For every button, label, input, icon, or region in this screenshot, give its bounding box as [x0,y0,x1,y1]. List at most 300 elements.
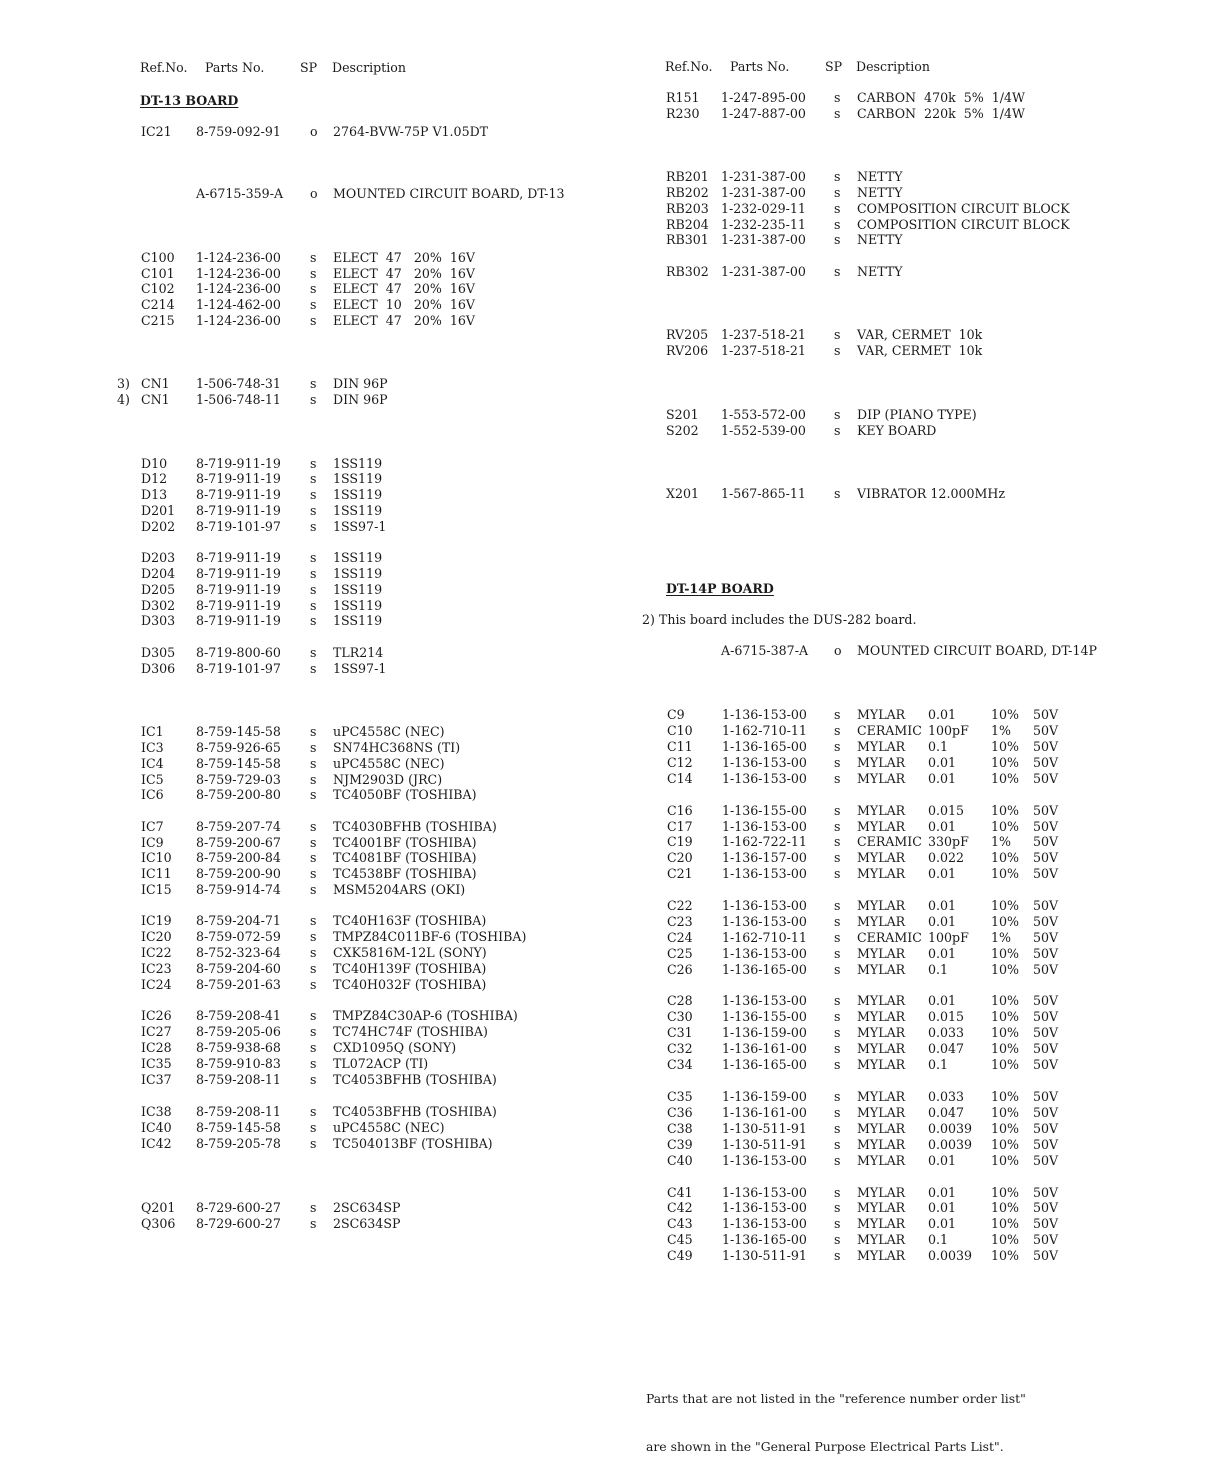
ref-no: IC22 [141,945,172,960]
sp-code: s [310,772,317,787]
sp-code: s [834,739,841,754]
sp-code: s [834,930,841,945]
ref-no: IC23 [141,961,172,976]
left-column-header [0,60,406,76]
description: MOUNTED CIRCUIT BOARD, DT-14P [857,643,1097,658]
description: VAR, CERMET 10k [857,343,983,358]
cap-type: MYLAR [857,1200,906,1215]
sp-code: s [310,392,317,407]
ref-no: RB204 [666,217,709,232]
cap-voltage: 50V [1033,1153,1059,1168]
sp-code: s [310,1024,317,1039]
cap-type: MYLAR [857,803,906,818]
cap-voltage: 50V [1033,707,1059,722]
right-column-header [640,59,930,75]
part-no: 8-759-072-59 [196,929,281,944]
cap-voltage: 50V [1033,898,1059,913]
ref-no: C11 [667,739,693,754]
sp-code: s [834,343,841,358]
part-no: 1-124-462-00 [196,297,281,312]
sp-code: s [310,266,317,281]
description: TC4050BF (TOSHIBA) [333,787,477,802]
sp-code: o [310,124,318,139]
cap-voltage: 50V [1033,1216,1059,1231]
cap-type: MYLAR [857,1137,906,1152]
description: NETTY [857,185,903,200]
ref-no: D201 [141,503,176,518]
cap-tolerance: 10% [991,803,1019,818]
part-no: 1-136-153-00 [722,1185,807,1200]
ref-no: D205 [141,582,176,597]
ref-no: RB302 [666,264,709,279]
part-no: 8-729-600-27 [196,1216,281,1231]
cap-value: 0.1 [928,1057,949,1072]
sp-code: s [310,961,317,976]
part-no: 1-136-165-00 [722,1232,807,1247]
cap-value: 0.01 [928,866,957,881]
ref-no: IC38 [141,1104,172,1119]
cap-type: MYLAR [857,962,906,977]
part-no: 8-719-911-19 [196,566,281,581]
ref-no: IC21 [141,124,172,139]
description-header: Description [332,60,406,75]
cap-type: MYLAR [857,850,906,865]
description: 1SS119 [333,613,383,628]
cap-value: 0.1 [928,1232,949,1247]
part-no: 1-136-153-00 [722,771,807,786]
description: ELECT 47 20% 16V [333,313,475,328]
description: TC4053BFHB (TOSHIBA) [333,1104,497,1119]
sp-code: s [834,1185,841,1200]
cap-voltage: 50V [1033,866,1059,881]
sp-code: s [310,740,317,755]
description: TC40H139F (TOSHIBA) [333,961,487,976]
cap-tolerance: 1% [991,834,1011,849]
sp-code: s [834,1025,841,1040]
part-no: 1-247-887-00 [721,106,806,121]
description: 1SS119 [333,503,383,518]
cap-tolerance: 10% [991,1121,1019,1136]
cap-voltage: 50V [1033,1185,1059,1200]
cap-value: 0.0039 [928,1248,973,1263]
part-no: 8-719-911-19 [196,598,281,613]
ref-no: C28 [667,993,693,1008]
part-no: 8-759-145-58 [196,756,281,771]
ref-no: IC24 [141,977,172,992]
ref-no: RV206 [666,343,709,358]
cap-voltage: 50V [1033,1248,1059,1263]
parts-no-header: Parts No. [205,60,265,75]
cap-voltage: 50V [1033,1009,1059,1024]
ref-no: C20 [667,850,693,865]
ref-no: C22 [667,898,693,913]
part-no: 1-136-153-00 [722,946,807,961]
sp-code: s [310,787,317,802]
cap-type: MYLAR [857,1216,906,1231]
part-no: 8-719-911-19 [196,471,281,486]
part-no: 1-136-165-00 [722,739,807,754]
part-no: A-6715-359-A [196,186,284,201]
cap-tolerance: 10% [991,739,1019,754]
cap-type: MYLAR [857,1248,906,1263]
sp-code: s [310,1008,317,1023]
ref-no-header: Ref.No. [665,59,713,74]
part-no: 8-759-092-91 [196,124,281,139]
sp-code: s [310,1120,317,1135]
ref-no: C39 [667,1137,693,1152]
cap-value: 0.01 [928,771,957,786]
part-no: 8-759-200-84 [196,850,281,865]
cap-voltage: 50V [1033,930,1059,945]
sp-code: s [834,1216,841,1231]
part-no: 1-136-153-00 [722,707,807,722]
cap-type: MYLAR [857,1185,906,1200]
ref-no: D10 [141,456,168,471]
part-no: 1-136-153-00 [722,898,807,913]
cap-tolerance: 10% [991,771,1019,786]
ref-no: IC27 [141,1024,172,1039]
part-no: 1-567-865-11 [721,486,806,501]
cap-tolerance: 10% [991,1089,1019,1104]
ref-no: C38 [667,1121,693,1136]
cap-tolerance: 10% [991,898,1019,913]
part-no: 1-232-235-11 [721,217,806,232]
cap-type: MYLAR [857,1041,906,1056]
sp-code: s [310,281,317,296]
sp-code: s [310,613,317,628]
description: TLR214 [333,645,384,660]
part-no: 1-136-165-00 [722,1057,807,1072]
description: TC4081BF (TOSHIBA) [333,850,477,865]
ref-no: D13 [141,487,168,502]
ref-no: IC11 [141,866,172,881]
ref-no: IC15 [141,882,172,897]
sp-code: s [834,1200,841,1215]
ref-no: C36 [667,1105,693,1120]
ref-no: S202 [666,423,699,438]
ref-no: D306 [141,661,176,676]
sp-code: s [310,866,317,881]
part-no: 1-124-236-00 [196,250,281,265]
ref-no: RB202 [666,185,709,200]
sp-code: s [310,503,317,518]
part-no: 8-759-205-06 [196,1024,281,1039]
part-no: 1-162-710-11 [722,723,807,738]
cap-value: 0.0039 [928,1121,973,1136]
cap-tolerance: 10% [991,755,1019,770]
ref-no: S201 [666,407,699,422]
cap-tolerance: 10% [991,1009,1019,1024]
sp-code: s [310,471,317,486]
sp-code: s [834,1248,841,1263]
cap-value: 0.033 [928,1089,965,1104]
sp-code: s [310,819,317,834]
sp-code: s [310,456,317,471]
part-no: 1-162-722-11 [722,834,807,849]
part-no: 1-130-511-91 [722,1137,807,1152]
ref-no: IC28 [141,1040,172,1055]
description: 1SS119 [333,582,383,597]
cap-tolerance: 10% [991,1248,1019,1263]
cap-type: MYLAR [857,993,906,1008]
cap-value: 0.033 [928,1025,965,1040]
cap-tolerance: 10% [991,914,1019,929]
part-no: 8-759-201-63 [196,977,281,992]
cap-voltage: 50V [1033,771,1059,786]
cap-tolerance: 10% [991,962,1019,977]
ref-no: R151 [666,90,700,105]
description: TC4030BFHB (TOSHIBA) [333,819,497,834]
part-no: 1-136-153-00 [722,1153,807,1168]
sp-code: s [310,250,317,265]
sp-code: s [310,297,317,312]
cap-type: MYLAR [857,707,906,722]
ref-no: C34 [667,1057,693,1072]
sp-code: s [834,1009,841,1024]
sp-code: s [834,217,841,232]
ref-no: D203 [141,550,176,565]
sp-code: s [834,946,841,961]
description: CXD1095Q (SONY) [333,1040,457,1055]
cap-value: 0.0039 [928,1137,973,1152]
description: TC40H032F (TOSHIBA) [333,977,487,992]
description: NJM2903D (JRC) [333,772,443,787]
sp-code: s [834,1232,841,1247]
part-no: 1-231-387-00 [721,264,806,279]
ref-no: C49 [667,1248,693,1263]
part-no: 1-136-159-00 [722,1089,807,1104]
ref-no: IC6 [141,787,164,802]
cap-tolerance: 10% [991,993,1019,1008]
cap-voltage: 50V [1033,723,1059,738]
sp-code: o [834,643,842,658]
description: TC4001BF (TOSHIBA) [333,835,477,850]
ref-no: Q306 [141,1216,176,1231]
sp-code: s [310,977,317,992]
cap-voltage: 50V [1033,755,1059,770]
sp-code: s [310,519,317,534]
part-no: 8-759-938-68 [196,1040,281,1055]
description: ELECT 10 20% 16V [333,297,475,312]
ref-no: IC35 [141,1056,172,1071]
sp-code: s [834,185,841,200]
ref-no: IC20 [141,929,172,944]
cap-voltage: 50V [1033,914,1059,929]
part-no: 1-247-895-00 [721,90,806,105]
part-no: 1-231-387-00 [721,185,806,200]
sp-code: s [834,771,841,786]
ref-no: D202 [141,519,176,534]
ref-no: C32 [667,1041,693,1056]
sp-code: s [834,232,841,247]
ref-no: IC40 [141,1120,172,1135]
sp-code: s [834,327,841,342]
description: DIP (PIANO TYPE) [857,407,977,422]
part-no: 8-759-145-58 [196,1120,281,1135]
ref-no: C21 [667,866,693,881]
cap-voltage: 50V [1033,1041,1059,1056]
description: 1SS119 [333,598,383,613]
part-no: 1-231-387-00 [721,169,806,184]
ref-no: C43 [667,1216,693,1231]
part-no: 8-759-926-65 [196,740,281,755]
cap-value: 0.015 [928,1009,965,1024]
part-no: 8-719-800-60 [196,645,281,660]
ref-no: Q201 [141,1200,176,1215]
part-no: 8-759-204-60 [196,961,281,976]
part-no: 1-130-511-91 [722,1248,807,1263]
cap-value: 0.01 [928,914,957,929]
description: KEY BOARD [857,423,937,438]
sp-code: s [834,866,841,881]
part-no: 8-719-911-19 [196,550,281,565]
sp-header: SP [825,59,843,74]
cap-tolerance: 10% [991,1057,1019,1072]
ref-no: C41 [667,1185,693,1200]
sp-code: s [310,566,317,581]
sp-code: s [310,835,317,850]
part-no: 8-719-101-97 [196,661,281,676]
cap-type: MYLAR [857,914,906,929]
part-no: 1-136-157-00 [722,850,807,865]
part-no: 8-752-323-64 [196,945,281,960]
sp-code: s [310,1104,317,1119]
cap-type: MYLAR [857,1232,906,1247]
part-no: 1-124-236-00 [196,281,281,296]
ref-no: C42 [667,1200,693,1215]
ref-no: IC1 [141,724,164,739]
ref-no: IC7 [141,819,164,834]
ref-no: D12 [141,471,168,486]
ref-no: RB301 [666,232,709,247]
description: ELECT 47 20% 16V [333,281,475,296]
sp-code: s [834,407,841,422]
ref-no: C214 [141,297,175,312]
sp-code: s [834,423,841,438]
description: COMPOSITION CIRCUIT BLOCK [857,217,1070,232]
sp-code: s [310,376,317,391]
ref-no: C26 [667,962,693,977]
cap-type: MYLAR [857,946,906,961]
description: 2764-BVW-75P V1.05DT [333,124,489,139]
part-no: 1-136-153-00 [722,819,807,834]
sp-code: s [834,264,841,279]
cap-value: 0.01 [928,993,957,1008]
part-no: 8-759-208-11 [196,1072,281,1087]
cap-tolerance: 10% [991,819,1019,834]
cap-voltage: 50V [1033,962,1059,977]
description-header: Description [856,59,930,74]
sp-code: s [310,1056,317,1071]
ref-no: D204 [141,566,176,581]
cap-type: MYLAR [857,739,906,754]
ref-no: IC5 [141,772,164,787]
part-no: 8-719-911-19 [196,582,281,597]
cap-value: 0.01 [928,946,957,961]
description: uPC4558C (NEC) [333,1120,445,1135]
cap-tolerance: 10% [991,1153,1019,1168]
part-no: 8-759-205-78 [196,1136,281,1151]
ref-no: C17 [667,819,693,834]
sp-code: o [310,186,318,201]
part-no: 1-506-748-31 [196,376,281,391]
cap-tolerance: 10% [991,1105,1019,1120]
cap-voltage: 50V [1033,1089,1059,1104]
ref-no: R230 [666,106,700,121]
cap-type: CERAMIC [857,723,922,738]
cap-tolerance: 10% [991,1200,1019,1215]
sp-code: s [834,1137,841,1152]
part-no: 1-136-153-00 [722,914,807,929]
description: TMPZ84C011BF-6 (TOSHIBA) [333,929,527,944]
cap-tolerance: 10% [991,1137,1019,1152]
description: VIBRATOR 12.000MHz [857,486,1006,501]
sp-code: s [310,313,317,328]
sp-code: s [834,1057,841,1072]
description: TC4538BF (TOSHIBA) [333,866,477,881]
sp-code: s [834,1121,841,1136]
description: VAR, CERMET 10k [857,327,983,342]
cap-value: 100pF [928,930,969,945]
part-no: 8-759-200-80 [196,787,281,802]
ref-no: RB201 [666,169,709,184]
ref-no: C102 [141,281,175,296]
ref-no: C101 [141,266,175,281]
description: 1SS119 [333,550,383,565]
sp-code: s [834,1089,841,1104]
board-title: DT-14P BOARD [666,581,774,596]
ref-no: RB203 [666,201,709,216]
part-no: 1-552-539-00 [721,423,806,438]
sp-code: s [310,929,317,944]
description: NETTY [857,169,903,184]
cap-value: 0.01 [928,1153,957,1168]
sp-code: s [310,582,317,597]
part-no: 8-759-207-74 [196,819,281,834]
part-no: 1-136-153-00 [722,866,807,881]
part-no: 8-729-600-27 [196,1200,281,1215]
cap-voltage: 50V [1033,834,1059,849]
description: 1SS119 [333,456,383,471]
cap-tolerance: 1% [991,930,1011,945]
description: MOUNTED CIRCUIT BOARD, DT-13 [333,186,565,201]
description: uPC4558C (NEC) [333,724,445,739]
ref-no: X201 [666,486,700,501]
cap-value: 0.01 [928,1185,957,1200]
sp-code: s [834,707,841,722]
part-no: 8-759-729-03 [196,772,281,787]
ref-no: C100 [141,250,175,265]
ref-no: C19 [667,834,693,849]
part-no: 1-124-236-00 [196,266,281,281]
cap-value: 100pF [928,723,969,738]
description: COMPOSITION CIRCUIT BLOCK [857,201,1070,216]
ref-no-header: Ref.No. [140,60,188,75]
ref-no: C12 [667,755,693,770]
ref-no: IC42 [141,1136,172,1151]
sp-header: SP [300,60,318,75]
part-no: 1-136-161-00 [722,1041,807,1056]
ref-no: D305 [141,645,176,660]
description: TC4053BFHB (TOSHIBA) [333,1072,497,1087]
description: TC40H163F (TOSHIBA) [333,913,487,928]
cap-voltage: 50V [1033,850,1059,865]
sp-code: s [834,898,841,913]
sp-code: s [834,755,841,770]
cap-tolerance: 10% [991,850,1019,865]
cap-type: MYLAR [857,1009,906,1024]
sp-code: s [310,882,317,897]
